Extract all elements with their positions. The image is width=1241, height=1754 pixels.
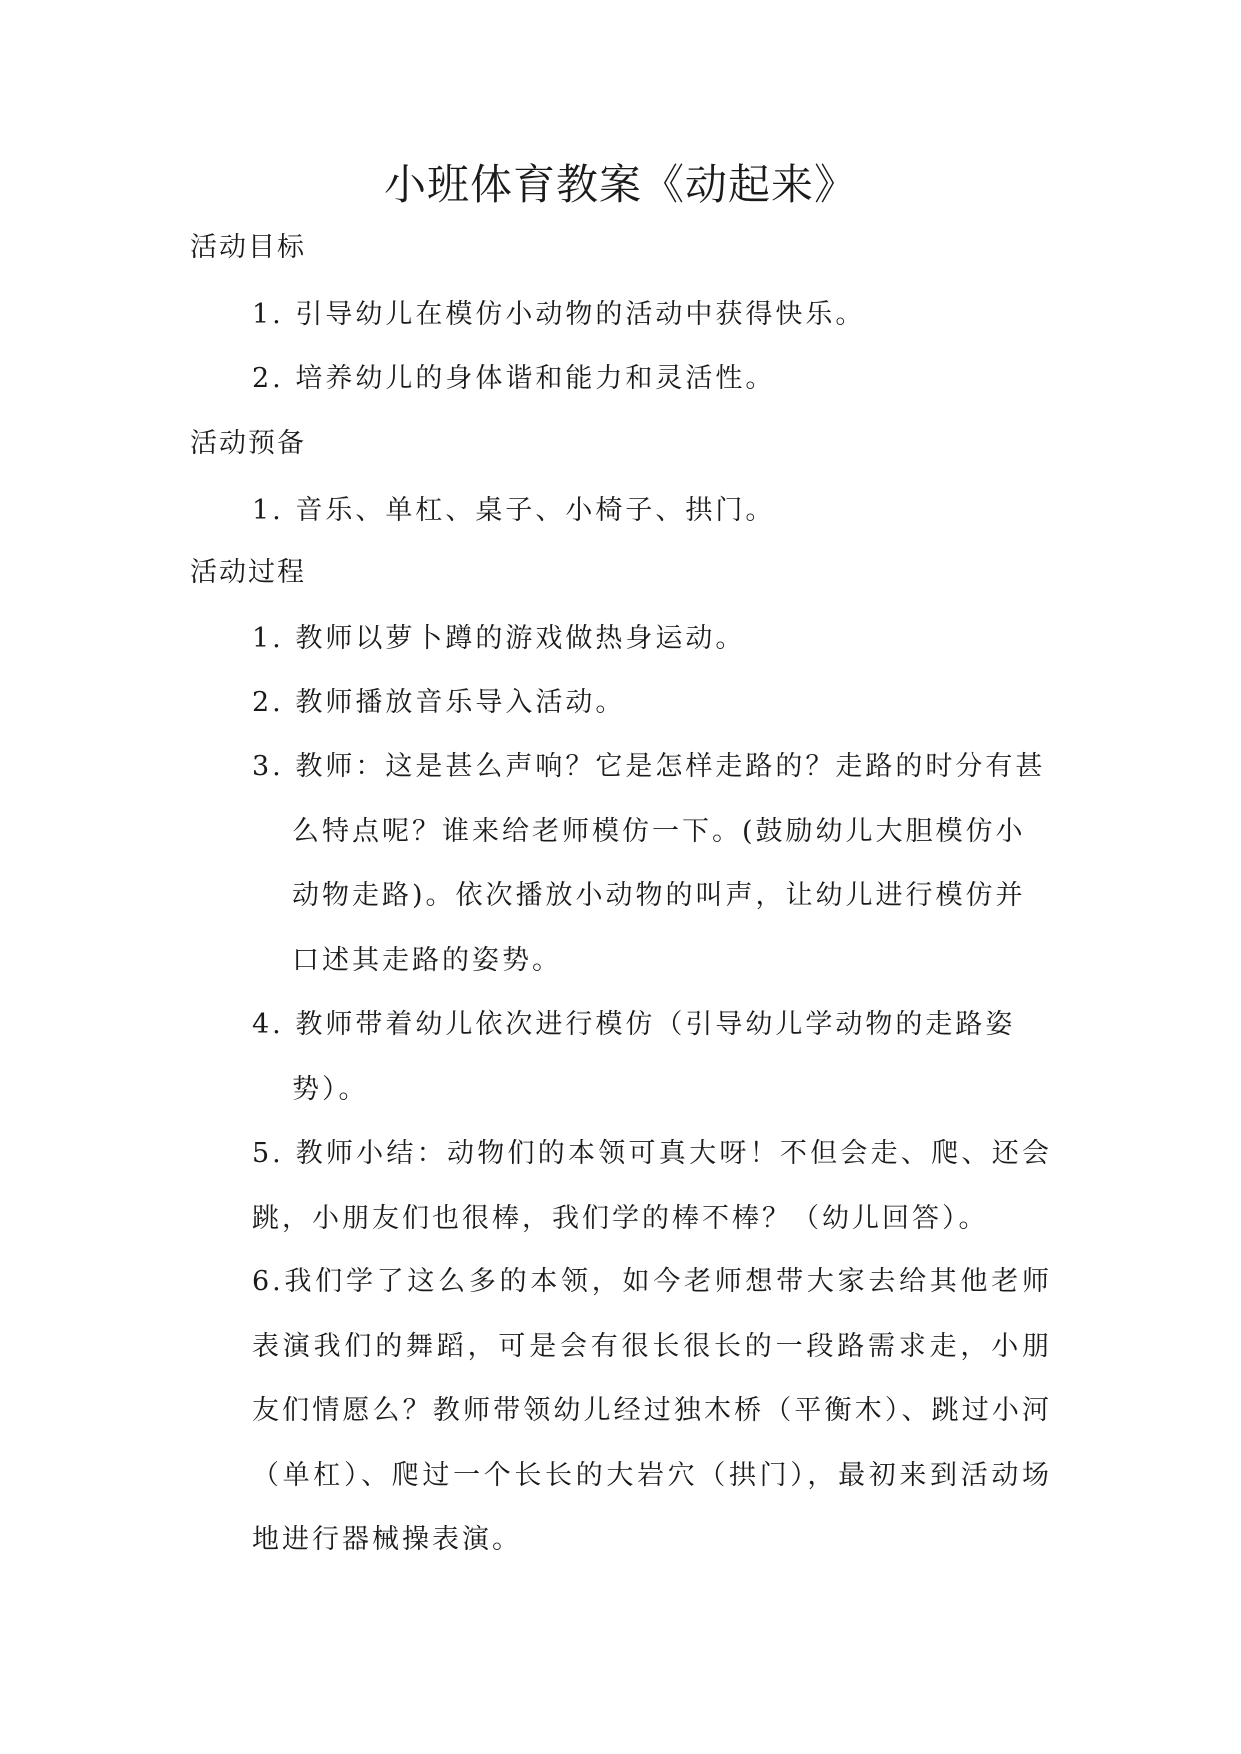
- section-heading-process: 活动过程: [190, 557, 306, 588]
- process-item-4: [252, 993, 1052, 1122]
- goal-item-2: 2. 培养幼儿的身体谐和能力和灵活性。: [252, 363, 776, 394]
- section-heading-goals: 活动目标: [190, 232, 306, 263]
- process-item-1: 1. 教师以萝卜蹲的游戏做热身运动。: [252, 623, 746, 654]
- page-title: 小班体育教案《动起来》: [383, 160, 857, 209]
- section-heading-prep: 活动预备: [190, 428, 306, 459]
- prep-item-1: 1. 音乐、单杠、桌子、小椅子、拱门。: [252, 495, 776, 526]
- process-item-2: 2. 教师播放音乐导入活动。: [252, 687, 626, 718]
- process-item-3-text: 3. 教师：这是甚么声响？它是怎样走路的？走路的时分有甚么特点呢？谁来给老师模仿一下。(鼓励幼儿大胆模仿小动物走路)。依次播放小动物的叫声，让幼儿进行模仿并口述其走路的姿势。: [252, 751, 1046, 976]
- process-item-4-text: 4. 教师带着幼儿依次进行模仿（引导幼儿学动物的走路姿势）。: [252, 1009, 1016, 1105]
- process-item-3: [252, 735, 1052, 993]
- goal-item-1: 1. 引导幼儿在模仿小动物的活动中获得快乐。: [252, 299, 866, 330]
- process-item-5: 5. 教师小结：动物们的本领可真大呀！不但会走、爬、还会跳，小朋友们也很棒，我们学的棒不棒？（幼儿回答）。: [252, 1138, 1052, 1234]
- process-item-6: 6.我们学了这么多的本领，如今老师想带大家去给其他老师表演我们的舞蹈，可是会有很长很长的一段路需求走，小朋友们情愿么？教师带领幼儿经过独木桥（平衡木）、跳过小河（单杠）、爬过一个长长的大岩穴（拱门），最初来到活动场地进行器械操表演。: [252, 1266, 1052, 1555]
